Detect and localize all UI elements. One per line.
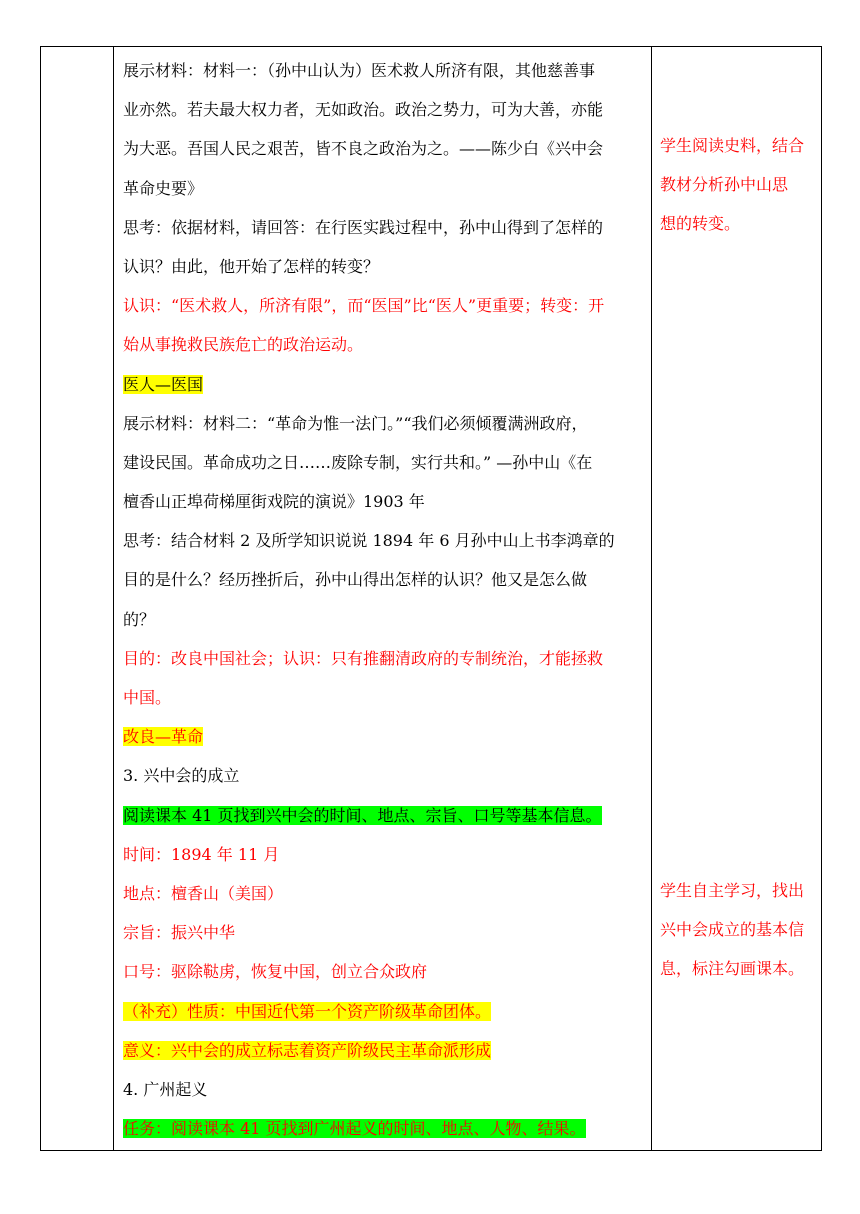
content-line xyxy=(123,913,658,952)
content-text: 4. 广州起义 xyxy=(123,1079,208,1099)
activity-line: 兴中会成立的基本信 xyxy=(660,920,805,940)
content-text: （补充）性质：中国近代第一个资产阶级革命团体。 xyxy=(123,1001,492,1021)
content-line xyxy=(123,365,658,404)
activity-line: 学生自主学习，找出 xyxy=(660,881,805,900)
content-text: 始从事挽救民族危亡的政治运动。 xyxy=(123,335,364,355)
activity-line: 学生阅读史料，结合 xyxy=(660,136,805,155)
content-line xyxy=(123,247,658,286)
column-divider-left xyxy=(113,47,114,1150)
content-text: 展示材料：材料二：“革命为惟一法门。”“我们必须倾覆满洲政府， xyxy=(123,413,588,433)
content-text: 认识：“医术救人，所济有限”，而“医国”比“医人”更重要；转变：开 xyxy=(123,296,605,316)
teaching-content-column xyxy=(119,51,658,1148)
content-text: 改良—革命 xyxy=(123,727,204,747)
content-line xyxy=(123,952,658,991)
content-text: 革命史要》 xyxy=(123,178,204,198)
content-text: 医人—医国 xyxy=(123,374,204,394)
activity-line: 息，标注勾画课本。 xyxy=(660,959,805,979)
content-text: 目的是什么？经历挫折后，孙中山得出怎样的认识？他又是怎么做 xyxy=(123,570,588,590)
content-text: 口号：驱除鞑虏，恢复中国，创立合众政府 xyxy=(123,962,428,982)
activity-line: 教材分析孙中山思 xyxy=(660,175,789,195)
student-activity-1 xyxy=(653,126,820,244)
content-text: 为大恶。吾国人民之艰苦，皆不良之政治为之。——陈少白《兴中会 xyxy=(123,139,604,159)
content-line xyxy=(123,796,658,835)
content-line xyxy=(123,169,658,208)
content-line xyxy=(123,1031,658,1070)
content-line xyxy=(123,129,658,168)
content-text: 任务：阅读课本 41 页找到广州起义的时间、地点、人物、结果。 xyxy=(123,1119,586,1139)
content-text: 思考：结合材料 2 及所学知识说说 1894 年 6 月孙中山上书李鸿章的 xyxy=(123,531,615,551)
content-text: 地点：檀香山（美国） xyxy=(123,883,284,903)
student-activity-2 xyxy=(653,871,820,989)
activity-line: 想的转变。 xyxy=(660,214,741,234)
content-text: 的？ xyxy=(123,609,156,629)
content-text: 时间：1894 年 11 月 xyxy=(123,844,280,864)
content-line xyxy=(123,404,658,443)
content-text: 展示材料：材料一：（孙中山认为）医术救人所济有限，其他慈善事 xyxy=(123,61,596,80)
content-line xyxy=(123,600,658,639)
content-line xyxy=(123,639,658,678)
content-line xyxy=(123,1109,658,1148)
content-line xyxy=(123,208,658,247)
content-text: 宗旨：振兴中华 xyxy=(123,923,236,943)
content-text: 思考：依据材料，请回答：在行医实践过程中，孙中山得到了怎样的 xyxy=(123,217,604,237)
content-line xyxy=(123,756,658,795)
content-line xyxy=(123,286,658,325)
content-line xyxy=(123,717,658,756)
content-line xyxy=(123,874,658,913)
content-line xyxy=(123,521,658,560)
content-line xyxy=(123,51,658,90)
content-line xyxy=(123,482,658,521)
content-text: 阅读课本 41 页找到兴中会的时间、地点、宗旨、口号等基本信息。 xyxy=(123,805,602,825)
content-line xyxy=(123,1070,658,1109)
content-line xyxy=(123,992,658,1031)
content-text: 意义：兴中会的成立标志着资产阶级民主革命派形成 xyxy=(123,1040,492,1060)
content-text: 业亦然。若夫最大权力者，无如政治。政治之势力，可为大善，亦能 xyxy=(123,100,604,120)
content-line xyxy=(123,443,658,482)
content-text: 目的：改良中国社会；认识：只有推翻清政府的专制统治，才能拯救 xyxy=(123,648,604,668)
content-text: 3. 兴中会的成立 xyxy=(123,766,240,786)
content-text: 建设民国。革命成功之日……废除专制，实行共和。” —孙中山《在 xyxy=(123,452,593,472)
content-line xyxy=(123,90,658,129)
content-line xyxy=(123,835,658,874)
content-text: 中国。 xyxy=(123,688,172,707)
content-line xyxy=(123,678,658,717)
content-text: 认识？由此，他开始了怎样的转变？ xyxy=(123,256,380,276)
lesson-table xyxy=(40,46,822,1151)
content-line xyxy=(123,325,658,364)
content-line xyxy=(123,560,658,599)
content-text: 檀香山正埠荷梯厘街戏院的演说》1903 年 xyxy=(123,492,425,512)
